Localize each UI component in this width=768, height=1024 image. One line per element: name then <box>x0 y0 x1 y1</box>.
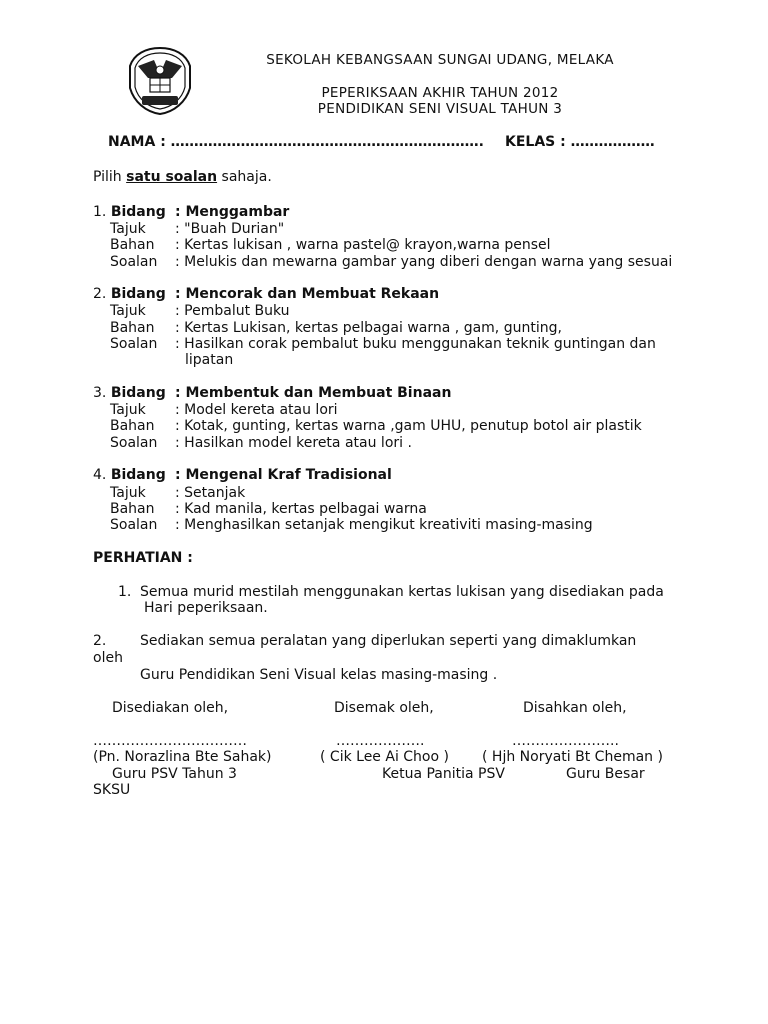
note-2-number: 2. <box>93 633 107 649</box>
prepared-by-label: Disediakan oleh, <box>112 700 229 716</box>
note-1-line-1: Semua murid mestilah menggunakan kertas lukisan yang disediakan pada <box>140 584 664 600</box>
tajuk-label: Tajuk <box>110 485 146 501</box>
note-1-number: 1. <box>118 584 132 600</box>
question-number: 4. <box>93 467 107 483</box>
prepared-by-name: (Pn. Norazlina Bte Sahak) <box>93 749 272 765</box>
soalan-value: : Melukis dan mewarna gambar yang diberi dengan warna yang sesuai <box>175 254 673 270</box>
approved-by-title-continuation: SKSU <box>93 782 131 798</box>
soalan-continuation: lipatan <box>185 352 234 368</box>
instruction-emphasis: satu soalan <box>126 169 218 185</box>
bahan-value: : Kertas lukisan , warna pastel@ krayon,warna pensel <box>175 237 551 253</box>
note-1-line-2: Hari peperiksaan. <box>144 600 268 616</box>
subject-title: PENDIDIKAN SENI VISUAL TAHUN 3 <box>317 101 563 117</box>
soalan-label: Soalan <box>110 254 158 270</box>
tajuk-label: Tajuk <box>110 303 146 319</box>
bahan-label: Bahan <box>110 501 155 517</box>
tajuk-value: : Model kereta atau lori <box>175 402 338 418</box>
approved-signature-line: ………………….. <box>512 733 619 749</box>
checked-by-title: Ketua Panitia PSV <box>382 766 505 782</box>
bidang-value: : Mengenal Kraf Tradisional <box>175 467 392 483</box>
prepared-by-title: Guru PSV Tahun 3 <box>112 766 237 782</box>
bahan-value: : Kertas Lukisan, kertas pelbagai warna , gam, gunting, <box>175 320 562 336</box>
kelas-blank: ……………… <box>570 134 655 150</box>
bidang-value: : Menggambar <box>175 204 290 220</box>
tajuk-value: : Setanjak <box>175 485 246 501</box>
bidang-value: : Mencorak dan Membuat Rekaan <box>175 286 440 302</box>
soalan-value: : Hasilkan corak pembalut buku menggunakan teknik guntingan dan <box>175 336 656 352</box>
bahan-label: Bahan <box>110 320 155 336</box>
note-2-line-2: Guru Pendidikan Seni Visual kelas masing-masing . <box>140 667 498 683</box>
kelas-field <box>505 134 655 151</box>
approved-by-name: ( Hjh Noryati Bt Cheman ) <box>482 749 663 765</box>
instruction-prefix: Pilih <box>93 169 127 185</box>
bahan-label: Bahan <box>110 418 155 434</box>
bahan-value: : Kad manila, kertas pelbagai warna <box>175 501 427 517</box>
soalan-label: Soalan <box>110 435 158 451</box>
soalan-label: Soalan <box>110 336 158 352</box>
school-name: SEKOLAH KEBANGSAAN SUNGAI UDANG, MELAKA <box>266 52 614 68</box>
nama-label: NAMA : <box>108 134 166 150</box>
exam-title: PEPERIKSAAN AKHIR TAHUN 2012 <box>321 85 559 101</box>
tajuk-label: Tajuk <box>110 402 146 418</box>
perhatian-heading: PERHATIAN : <box>93 550 193 566</box>
instruction <box>93 169 272 186</box>
bidang-label: Bidang <box>110 204 166 220</box>
checked-by-label: Disemak oleh, <box>334 700 434 716</box>
bidang-label: Bidang <box>110 385 166 401</box>
tajuk-label: Tajuk <box>110 221 146 237</box>
soalan-label: Soalan <box>110 517 158 533</box>
soalan-value: : Menghasilkan setanjak mengikut kreativiti masing-masing <box>175 517 593 533</box>
kelas-label: KELAS : <box>505 134 566 150</box>
note-2-line-1: Sediakan semua peralatan yang diperlukan seperti yang dimaklumkan <box>140 633 637 649</box>
bidang-label: Bidang <box>110 286 166 302</box>
student-info-line <box>108 134 484 151</box>
note-2-oleh: oleh <box>93 650 123 666</box>
bidang-label: Bidang <box>110 467 166 483</box>
question-number: 3. <box>93 385 107 401</box>
question-number: 1. <box>93 204 107 220</box>
soalan-value: : Hasilkan model kereta atau lori . <box>175 435 412 451</box>
approved-by-label: Disahkan oleh, <box>523 700 627 716</box>
question-number: 2. <box>93 286 107 302</box>
nama-blank: …………………………………………………………. <box>170 134 484 150</box>
checked-signature-line: ………………. <box>336 733 425 749</box>
bahan-value: : Kotak, gunting, kertas warna ,gam UHU, penutup botol air plastik <box>175 418 642 434</box>
prepared-signature-line: …………………………… <box>93 733 247 749</box>
tajuk-value: : Pembalut Buku <box>175 303 290 319</box>
approved-by-title: Guru Besar <box>566 766 645 782</box>
bahan-label: Bahan <box>110 237 155 253</box>
checked-by-name: ( Cik Lee Ai Choo ) <box>320 749 449 765</box>
instruction-suffix: sahaja. <box>217 169 272 185</box>
tajuk-value: : "Buah Durian" <box>175 221 285 237</box>
bidang-value: : Membentuk dan Membuat Binaan <box>175 385 452 401</box>
